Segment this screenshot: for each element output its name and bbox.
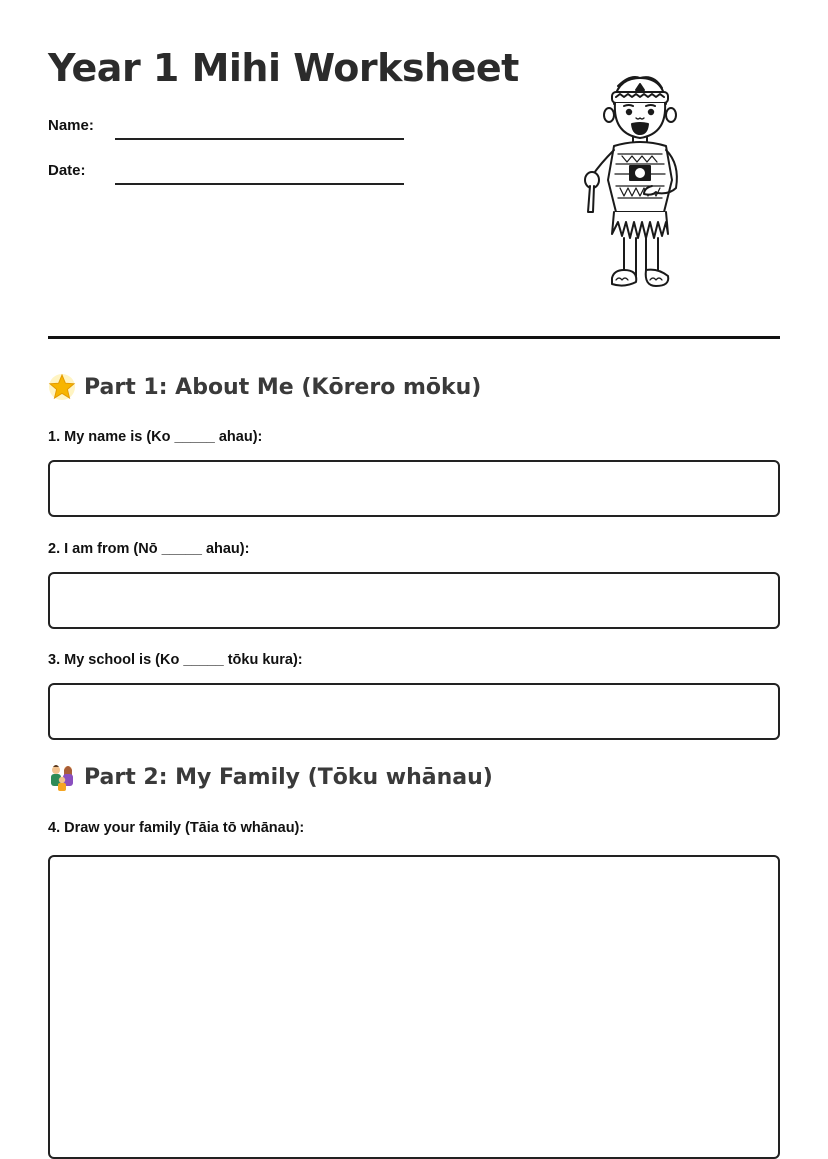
- question-2-label: 2. I am from (Nō _____ ahau):: [48, 541, 250, 557]
- date-label: Date:: [48, 162, 86, 179]
- name-line-field[interactable]: [115, 138, 404, 140]
- part1-heading: [48, 373, 481, 401]
- answer-box-from[interactable]: [48, 572, 780, 629]
- answer-box-school[interactable]: [48, 683, 780, 740]
- worksheet-page: [48, 0, 780, 1118]
- name-label: Name:: [48, 117, 94, 134]
- part2-heading: [48, 763, 493, 791]
- maori-child-illustration: [578, 72, 693, 302]
- answer-box-name[interactable]: [48, 460, 780, 517]
- part1-heading-text: Part 1: About Me (Kōrero mōku): [84, 374, 482, 400]
- name-field-row: [48, 117, 404, 134]
- part2-heading-text: Part 2: My Family (Tōku whānau): [84, 764, 493, 790]
- question-3-label: 3. My school is (Ko _____ tōku kura):: [48, 652, 303, 668]
- family-icon: [48, 763, 76, 791]
- date-line-field[interactable]: [115, 183, 404, 185]
- star-icon: [48, 373, 76, 401]
- section-divider: [48, 336, 780, 339]
- question-1-label: 1. My name is (Ko _____ ahau):: [48, 429, 263, 445]
- page-title: Year 1 Mihi Worksheet: [48, 46, 519, 90]
- date-field-row: [48, 162, 404, 179]
- question-4-label: 4. Draw your family (Tāia tō whānau):: [48, 820, 305, 836]
- drawing-box-family[interactable]: [48, 855, 780, 1159]
